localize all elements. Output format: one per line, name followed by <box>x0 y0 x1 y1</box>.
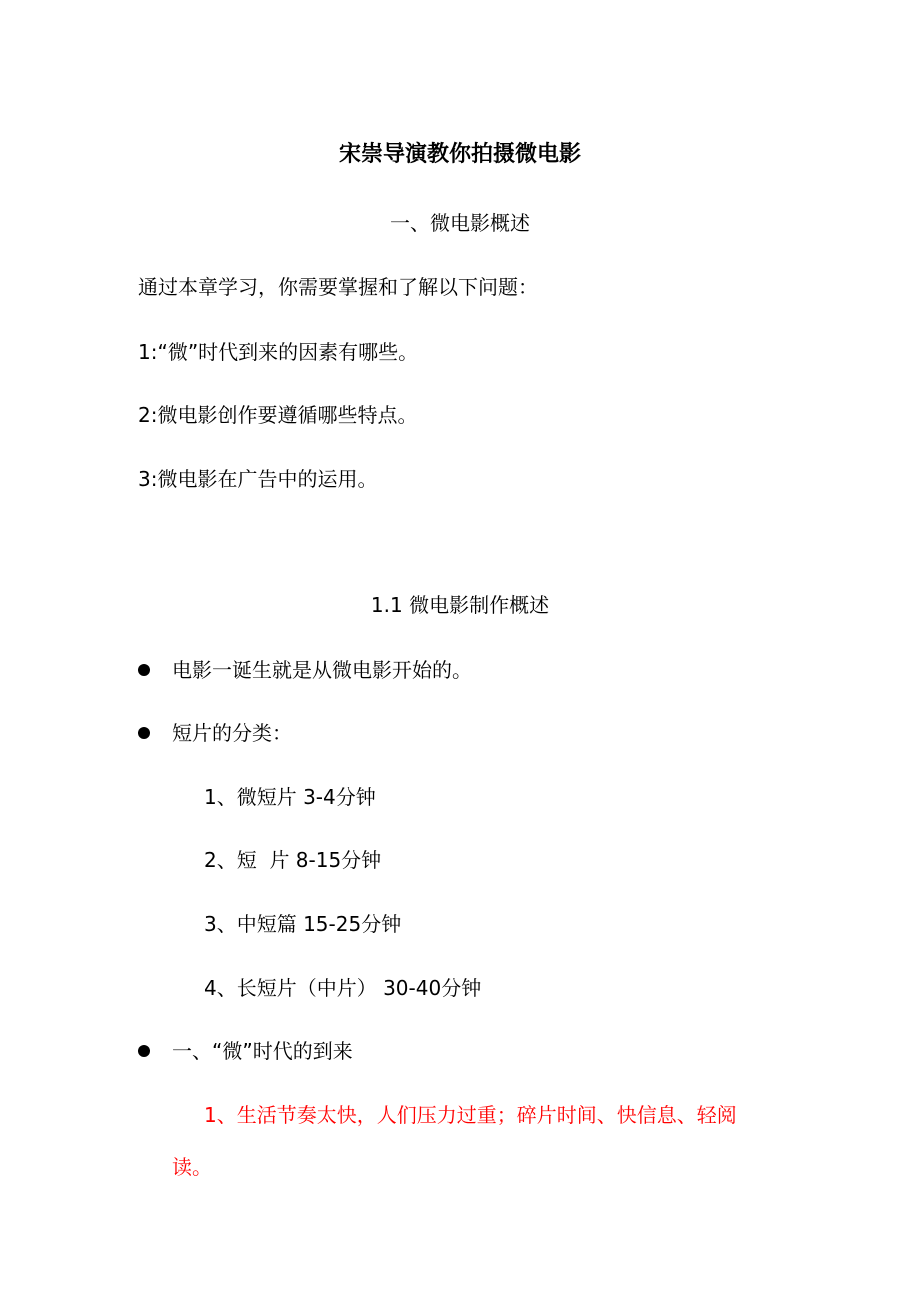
category-item: 1、微短片 3-4分钟 <box>204 785 376 809</box>
question-item: 3:微电影在广告中的运用。 <box>138 467 378 491</box>
question-item: 2:微电影创作要遵循哪些特点。 <box>138 403 418 427</box>
chapter-heading: 一、微电影概述 <box>390 211 530 235</box>
bullet-icon <box>138 1045 150 1057</box>
section-heading: 1.1 微电影制作概述 <box>370 593 550 617</box>
category-item: 3、中短篇 15-25分钟 <box>204 912 402 936</box>
bullet-text: 短片的分类： <box>172 721 292 745</box>
bullet-text: 电影一诞生就是从微电影开始的。 <box>172 658 472 682</box>
bullet-icon <box>138 727 150 739</box>
reason-line-continued: 读。 <box>172 1155 212 1179</box>
category-item: 2、短 片 8-15分钟 <box>204 848 382 872</box>
bullet-icon <box>138 664 150 676</box>
document-title: 宋崇导演教你拍摄微电影 <box>338 142 581 167</box>
bullet-text: 一、“微”时代的到来 <box>172 1039 353 1063</box>
category-item: 4、长短片（中片） 30-40分钟 <box>204 976 482 1000</box>
question-item: 1:“微”时代到来的因素有哪些。 <box>138 340 419 364</box>
reason-line: 1、生活节奏太快，人们压力过重；碎片时间、快信息、轻阅 <box>204 1103 737 1127</box>
intro-paragraph: 通过本章学习，你需要掌握和了解以下问题： <box>138 275 538 299</box>
